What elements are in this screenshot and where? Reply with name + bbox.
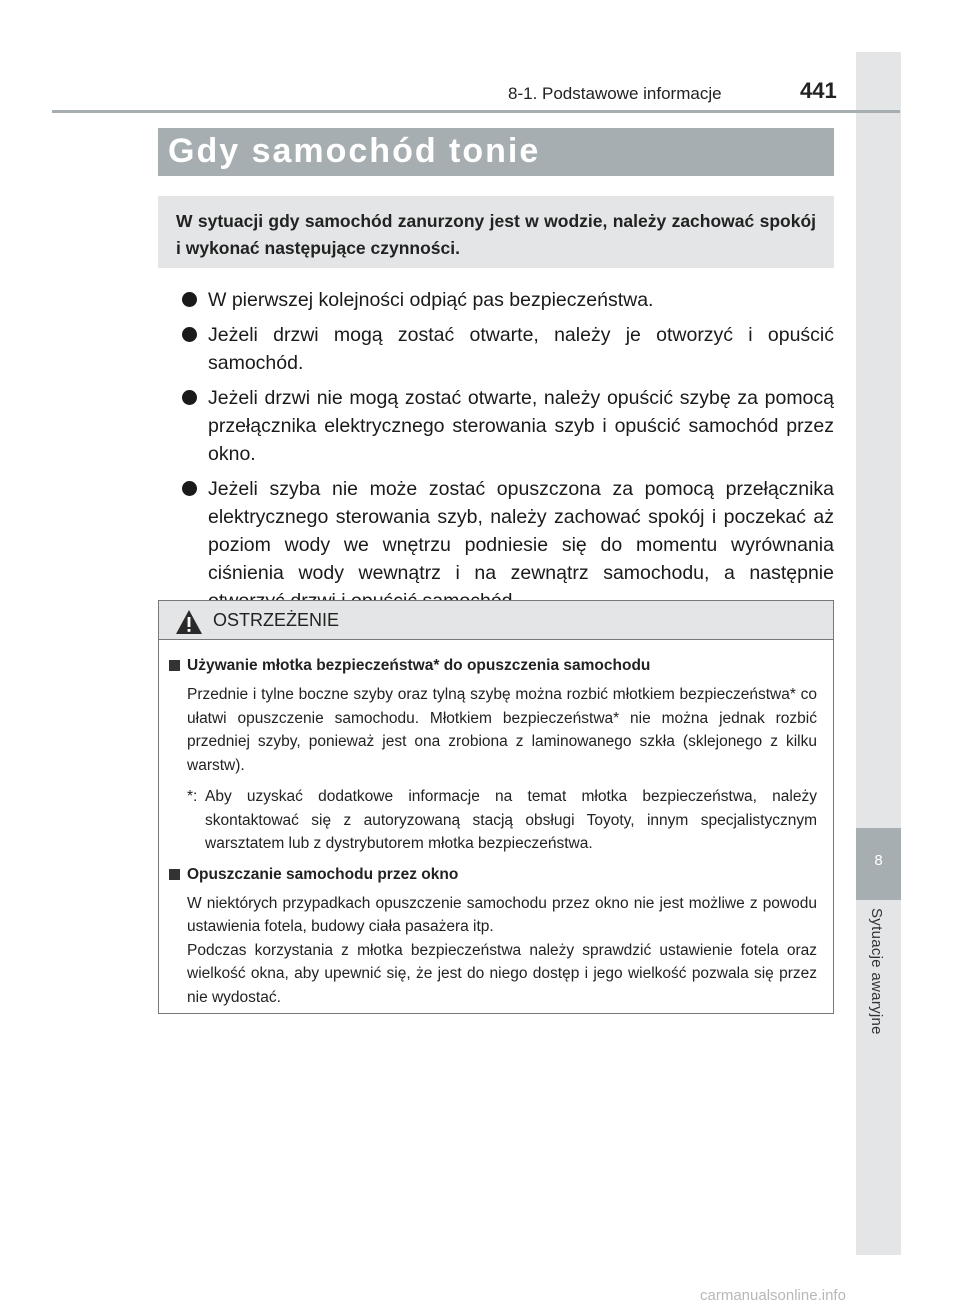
- footnote-text: Aby uzyskać dodatkowe informacje na temat młotka bezpieczeństwa, należy skontaktować się z autoryzowaną stacją obsługi Toyoty, innym specjalistycznym warsztatem lub z dystrybutorem młotka bezpieczeństwa.: [205, 788, 817, 852]
- list-item-text: Jeżeli drzwi nie mogą zostać otwarte, należy opuścić szybę za pomocą przełącznika elektrycznego sterowania szyb i opuścić samochód przez okno.: [208, 387, 834, 465]
- bullet-list: [182, 286, 834, 622]
- list-item: [182, 475, 834, 615]
- square-bullet-icon: [169, 660, 180, 671]
- subheading-text: Używanie młotka bezpieczeństwa* do opuszczenia samochodu: [187, 657, 651, 674]
- warning-paragraph: Podczas korzystania z młotka bezpieczeństwa należy sprawdzić ustawienie fotela oraz wielkość okna, aby upewnić się, że jest do niego dostęp i jego wielkość pozwala się przez nie wydostać.: [187, 941, 817, 1006]
- list-item: [182, 321, 834, 377]
- warning-subheading: [169, 655, 817, 677]
- side-tab-column: [856, 52, 901, 1255]
- footer-watermark: carmanualsonline.info: [700, 1287, 846, 1304]
- header-divider: [52, 110, 900, 113]
- list-item: [182, 286, 834, 314]
- warning-title: OSTRZEŻENIE: [213, 610, 340, 630]
- list-item: [182, 384, 834, 468]
- list-item-text: Jeżeli szyba nie może zostać opuszczona za pomocą przełącznika elektrycznego sterowania szyb, należy zachować spokój i poczekać aż poziom wody we wnętrzu podniesie się do momentu wyrównania ciśnienia wody wewnątrz i na zewnątrz samochodu, a następnie: [208, 478, 834, 584]
- side-tab-number: 8: [874, 852, 883, 869]
- intro-text: W sytuacji gdy samochód zanurzony jest w wodzie, należy zachować spokój i wykonać następujące czynności.: [176, 211, 816, 258]
- subheading-text: Opuszczanie samochodu przez okno: [187, 865, 459, 883]
- list-item-text: Jeżeli drzwi mogą zostać otwarte, należy je otworzyć i opuścić samochód.: [208, 324, 834, 374]
- bullet-dot-icon: [182, 481, 197, 496]
- section-heading: 8-1. Podstawowe informacje: [508, 84, 722, 103]
- bullet-dot-icon: [182, 292, 197, 307]
- warning-box: [158, 600, 834, 1014]
- page-title: Gdy samochód tonie: [168, 132, 541, 170]
- warning-subheading: [169, 864, 817, 886]
- warning-header: [159, 601, 833, 640]
- bullet-dot-icon: [182, 390, 197, 405]
- list-item-text: W pierwszej kolejności odpiąć pas bezpieczeństwa.: [208, 289, 654, 311]
- warning-paragraph: W niektórych przypadkach opuszczenie samochodu przez okno nie jest możliwe z powodu ustawienia fotela, budowy ciała pasażera itp.: [187, 894, 817, 935]
- warning-triangle-icon: [175, 609, 203, 635]
- footnote: [187, 785, 817, 856]
- side-tab-label: Sytuacje awaryjne: [868, 908, 885, 1035]
- square-bullet-icon: [169, 869, 180, 880]
- warning-body: [169, 655, 817, 1009]
- bullet-dot-icon: [182, 327, 197, 342]
- footnote-mark: *:: [187, 788, 198, 805]
- page-number: 441: [800, 78, 837, 103]
- warning-paragraph: Przednie i tylne boczne szyby oraz tylną szybę można rozbić młotkiem bezpieczeństwa* co ułatwi opuszczenie samochodu. Młotkiem bezpieczeństwa* nie można jednak rozbić przedniej szyby, ponieważ jest ona zrobiona z laminowanego szkła (sklejonego z kilku warstw).: [187, 686, 817, 774]
